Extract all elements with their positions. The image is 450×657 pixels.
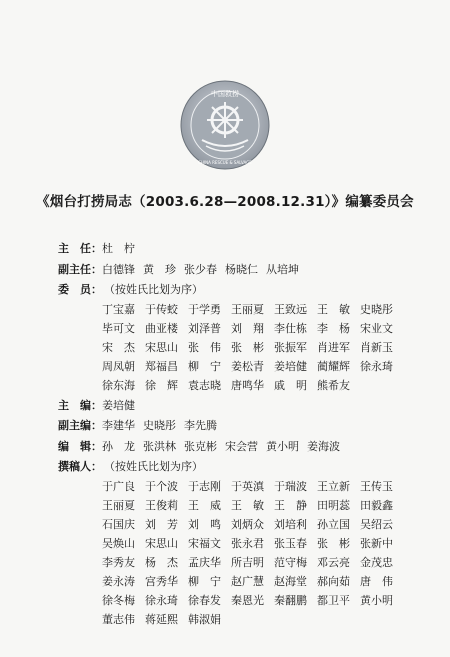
- member-name: 杨晓仁: [225, 262, 258, 276]
- member-name: 刘炳众: [231, 517, 264, 531]
- member-name: 从培坤: [266, 262, 299, 276]
- member-name: 于个波: [145, 479, 178, 493]
- member-name: 杨 杰: [145, 555, 178, 569]
- member-name: 于志刚: [188, 479, 221, 493]
- member-name: 王 敏: [317, 302, 350, 316]
- member-name: 石国庆: [102, 517, 135, 531]
- member-name: 于英滇: [231, 479, 264, 493]
- member-name: 徐 辉: [145, 378, 178, 392]
- committee-list: [58, 238, 428, 629]
- member-name: 李仕栋: [274, 321, 307, 335]
- member-name: 张少春: [184, 262, 217, 276]
- member-names: [102, 438, 340, 454]
- member-name: 张 彬: [317, 536, 350, 550]
- member-name: 李先腾: [184, 419, 217, 433]
- member-name: 蒋延熙: [145, 612, 178, 626]
- member-name: 王俊莉: [145, 498, 178, 512]
- member-name: 都卫平: [317, 593, 350, 607]
- member-name: 张克彬: [184, 439, 217, 453]
- member-name: 田毅鑫: [360, 498, 393, 512]
- member-name: 宫秀华: [145, 574, 178, 588]
- member-names: [102, 240, 135, 256]
- member-name: 唐 伟: [360, 574, 393, 588]
- member-name: 郑福昌: [145, 359, 178, 373]
- member-name: 丁宝嘉: [102, 302, 135, 316]
- member-name: 赵广慧: [231, 574, 264, 588]
- member-name: 宋思山: [145, 340, 178, 354]
- ordering-note: （按姓氏比划为序）: [104, 460, 203, 474]
- ordering-note: （按姓氏比划为序）: [104, 283, 203, 297]
- member-name: 张新中: [360, 536, 393, 550]
- member-name: 董志伟: [102, 612, 135, 626]
- member-name: 李秀友: [102, 555, 135, 569]
- member-name: 姜培健: [274, 359, 307, 373]
- member-name: 徐春发: [188, 593, 221, 607]
- member-name: 杜 柠: [102, 242, 135, 256]
- member-name: 于传蛟: [145, 302, 178, 316]
- member-name: 孟庆华: [188, 555, 221, 569]
- member-name: 宋思山: [145, 536, 178, 550]
- member-grid: [102, 477, 428, 629]
- member-name: 徐东海: [102, 378, 135, 392]
- member-name: 李 杨: [317, 321, 350, 335]
- member-name: 张玉春: [274, 536, 307, 550]
- member-name: 王致远: [274, 302, 307, 316]
- member-name: 王传玉: [360, 479, 393, 493]
- member-names: [102, 417, 217, 433]
- member-name: 田明蕊: [317, 498, 350, 512]
- member-name: 张 彬: [231, 340, 264, 354]
- emblem-seal: [180, 80, 270, 170]
- committee-row: [58, 279, 428, 300]
- member-name: 黄小明: [266, 439, 299, 453]
- committee-row: [58, 259, 428, 280]
- member-name: 刘 鸣: [188, 517, 221, 531]
- member-name: 韩淑娟: [188, 612, 221, 626]
- member-name: 郝向茹: [317, 574, 350, 588]
- member-name: 姜松青: [231, 359, 264, 373]
- member-name: 柳 宁: [188, 359, 221, 373]
- role-label: 委 员：: [58, 283, 102, 297]
- member-name: 白德锋: [102, 262, 135, 276]
- committee-row: [58, 415, 428, 436]
- member-name: 赵海堂: [274, 574, 307, 588]
- member-name: 熊希友: [317, 378, 350, 392]
- member-name: 王 敏: [231, 498, 264, 512]
- member-name: 孙立国: [317, 517, 350, 531]
- member-name: 黄小明: [360, 593, 393, 607]
- member-name: 张永君: [231, 536, 264, 550]
- member-name: 刘泽普: [188, 321, 221, 335]
- committee-row: [58, 436, 428, 457]
- member-name: 王丽夏: [231, 302, 264, 316]
- member-name: 徐永琦: [360, 359, 393, 373]
- role-label: 撰稿人：: [58, 460, 102, 474]
- member-name: 吴绍云: [360, 517, 393, 531]
- member-name: 宋 杰: [102, 340, 135, 354]
- member-names: [102, 397, 135, 413]
- member-name: 于学勇: [188, 302, 221, 316]
- member-name: 张洪林: [143, 439, 176, 453]
- member-name: 所吉明: [231, 555, 264, 569]
- member-names: [102, 261, 299, 277]
- role-label: 主 编：: [58, 398, 102, 412]
- role-label: 主 任：: [58, 242, 102, 256]
- member-name: 蔺耀辉: [317, 359, 350, 373]
- member-grid: [102, 300, 428, 395]
- member-name: 刘培利: [274, 517, 307, 531]
- member-name: 范守梅: [274, 555, 307, 569]
- member-name: 姜永涛: [102, 574, 135, 588]
- emblem-text-bottom: CHINA RESCUE & SALVAGE: [198, 160, 252, 165]
- member-name: 王立新: [317, 479, 350, 493]
- member-name: 刘 芳: [145, 517, 178, 531]
- member-name: 史晓彤: [360, 302, 393, 316]
- role-label: 副主编：: [58, 419, 102, 433]
- committee-row: [58, 395, 428, 416]
- member-name: 王丽夏: [102, 498, 135, 512]
- member-name: 宋业文: [360, 321, 393, 335]
- member-name: 毕可文: [102, 321, 135, 335]
- member-name: 唐鸣华: [231, 378, 264, 392]
- member-name: 袁志晓: [188, 378, 221, 392]
- role-label: 编 辑：: [58, 439, 102, 453]
- member-name: 刘 翔: [231, 321, 264, 335]
- member-name: 徐永琦: [145, 593, 178, 607]
- member-name: 孙 龙: [102, 439, 135, 453]
- member-name: 姜培健: [102, 398, 135, 412]
- member-name: 秦恩光: [231, 593, 264, 607]
- member-name: 王 静: [274, 498, 307, 512]
- member-name: 史晓彤: [143, 419, 176, 433]
- member-name: 邓云亮: [317, 555, 350, 569]
- member-name: 柳 宁: [188, 574, 221, 588]
- member-name: 黄 珍: [143, 262, 176, 276]
- member-name: 肖进军: [317, 340, 350, 354]
- member-name: 徐冬梅: [102, 593, 135, 607]
- emblem-text-top: 中国救捞: [211, 90, 239, 98]
- role-label: 副主任：: [58, 262, 102, 276]
- member-name: 于广良: [102, 479, 135, 493]
- member-name: 于瑞波: [274, 479, 307, 493]
- member-name: 宋福文: [188, 536, 221, 550]
- member-name: 吴焕山: [102, 536, 135, 550]
- member-name: 姜海波: [307, 439, 340, 453]
- member-name: 李建华: [102, 419, 135, 433]
- member-name: 张 伟: [188, 340, 221, 354]
- committee-row: [58, 456, 428, 477]
- member-name: 周凤朝: [102, 359, 135, 373]
- committee-row: [58, 238, 428, 259]
- member-name: 金茂忠: [360, 555, 393, 569]
- page-title: 《烟台打捞局志（2003.6.28—2008.12.31）》编纂委员会: [36, 194, 414, 210]
- member-name: 王 威: [188, 498, 221, 512]
- member-name: 曲亚楼: [145, 321, 178, 335]
- member-name: 张振军: [274, 340, 307, 354]
- member-name: 肖新玉: [360, 340, 393, 354]
- member-name: 宋会营: [225, 439, 258, 453]
- member-name: 秦翻鹏: [274, 593, 307, 607]
- member-name: 戚 明: [274, 378, 307, 392]
